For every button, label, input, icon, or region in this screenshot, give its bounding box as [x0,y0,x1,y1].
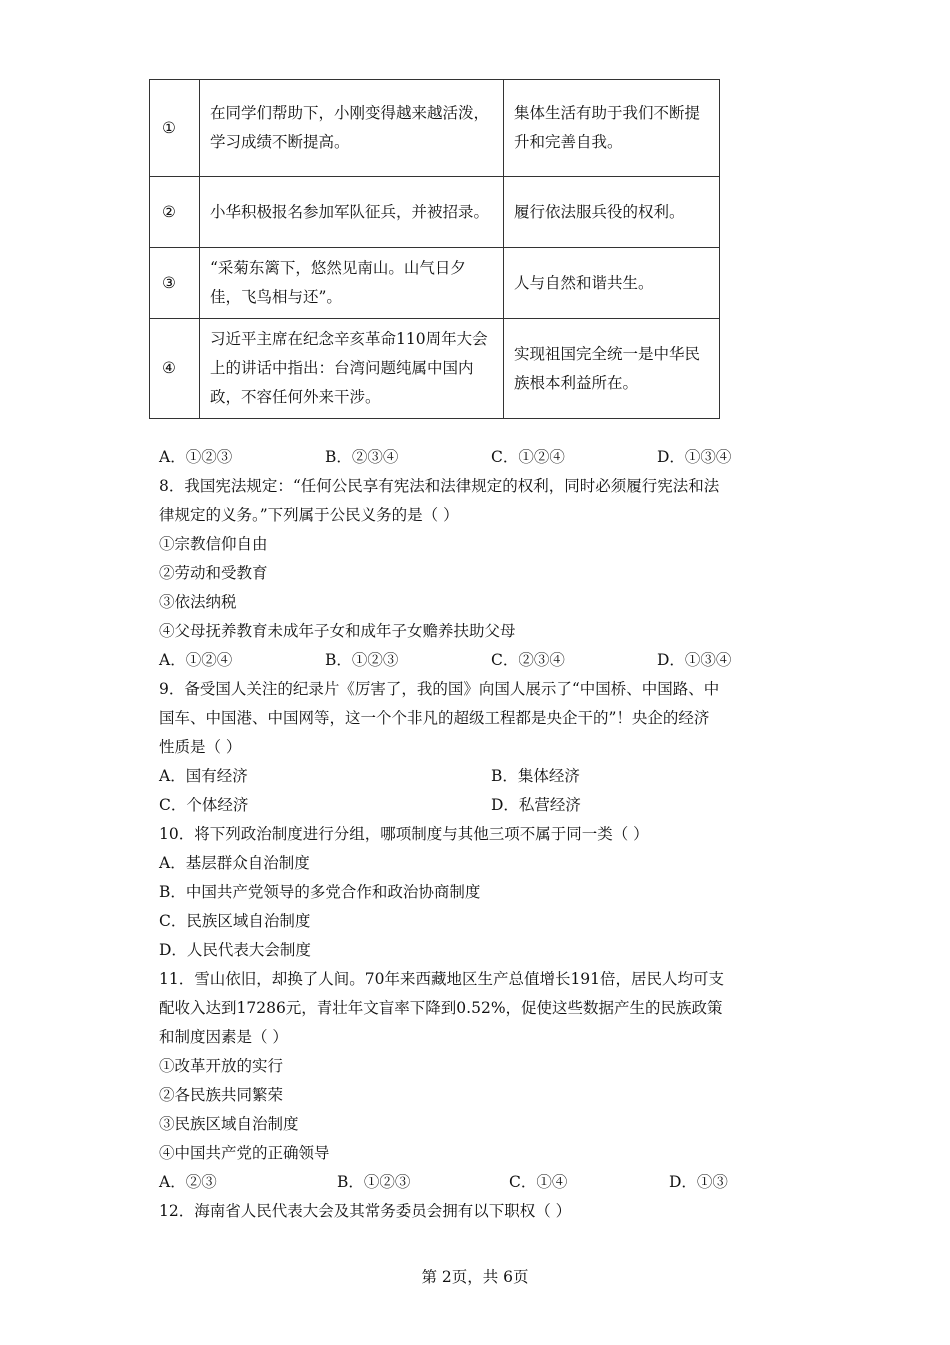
q9-option-b[interactable]: B．集体经济 [491,767,580,785]
q10-option-a[interactable]: A．基层群众自治制度 [159,854,310,872]
row-number: ② [150,177,200,248]
q9-options-row [159,791,809,820]
q11-option-d[interactable]: D．①③ [669,1173,728,1191]
q9-option-d[interactable]: D．私营经济 [491,796,581,814]
case-analysis-table [149,79,720,419]
q9-stem-line: 性质是（ ） [159,738,242,756]
q7-option-b[interactable]: B．②③④ [325,448,399,466]
q8-item: ①宗教信仰自由 [159,535,268,553]
q10-stem: 10．将下列政治制度进行分组，哪项制度与其他三项不属于同一类（ ） [159,825,649,843]
q11-option-a[interactable]: A．②③ [159,1173,217,1191]
q11-item: ④中国共产党的正确领导 [159,1144,330,1162]
q11-option-c[interactable]: C．①④ [509,1173,568,1191]
q11-stem-line: 配收入达到17286元，青壮年文盲率下降到0.52%，促使这些数据产生的民族政策 [159,999,723,1017]
case-description: “采菊东篱下，悠然见南山。山气日夕佳，飞鸟相与还”。 [200,248,504,319]
q9-stem-line: 9．备受国人关注的纪录片《厉害了，我的国》向国人展示了“中国桥、中国路、中 [159,680,720,698]
q8-option-a[interactable]: A．①②④ [159,651,233,669]
q11-options [159,1168,809,1197]
q8-options [159,646,809,675]
row-number: ③ [150,248,200,319]
q8-option-d[interactable]: D．①③④ [657,651,732,669]
q7-option-c[interactable]: C．①②④ [491,448,565,466]
q9-options-row [159,762,809,791]
q7-options [159,443,809,472]
table-row [150,248,720,319]
q9-option-c[interactable]: C．个体经济 [159,796,249,814]
q8-option-c[interactable]: C．②③④ [491,651,565,669]
q9-stem-line: 国车、中国港、中国网等，这一个个非凡的超级工程都是央企干的”！央企的经济 [159,709,710,727]
table-row [150,80,720,177]
q7-option-a[interactable]: A．①②③ [159,448,233,466]
case-description: 习近平主席在纪念辛亥革命110周年大会上的讲话中指出：台湾问题纯属中国内政，不容任何外来干涉。 [200,319,504,419]
case-analysis: 集体生活有助于我们不断提升和完善自我。 [504,80,720,177]
q8-stem-line: 律规定的义务。”下列属于公民义务的是（ ） [159,506,459,524]
q8-item: ④父母抚养教育未成年子女和成年子女赡养扶助父母 [159,622,516,640]
question-list [159,443,809,1226]
q11-item: ③民族区域自治制度 [159,1115,299,1133]
case-analysis: 实现祖国完全统一是中华民族根本利益所在。 [504,319,720,419]
q10-option-c[interactable]: C．民族区域自治制度 [159,912,311,930]
q8-option-b[interactable]: B．①②③ [325,651,399,669]
row-number: ① [150,80,200,177]
table-row [150,177,720,248]
q12-stem: 12．海南省人民代表大会及其常务委员会拥有以下职权（ ） [159,1202,572,1220]
case-analysis: 人与自然和谐共生。 [504,248,720,319]
q8-item: ②劳动和受教育 [159,564,268,582]
case-description: 在同学们帮助下，小刚变得越来越活泼，学习成绩不断提高。 [200,80,504,177]
q7-option-d[interactable]: D．①③④ [657,448,732,466]
q8-stem-line: 8．我国宪法规定：“任何公民享有宪法和法律规定的权利，同时必须履行宪法和法 [159,477,720,495]
q11-item: ①改革开放的实行 [159,1057,284,1075]
table-row [150,319,720,419]
q11-stem-line: 和制度因素是（ ） [159,1028,288,1046]
case-analysis: 履行依法服兵役的权利。 [504,177,720,248]
q10-option-b[interactable]: B．中国共产党领导的多党合作和政治协商制度 [159,883,481,901]
q11-option-b[interactable]: B．①②③ [337,1173,411,1191]
q9-option-a[interactable]: A．国有经济 [159,767,248,785]
q8-item: ③依法纳税 [159,593,237,611]
q11-stem-line: 11．雪山依旧，却换了人间。70年来西藏地区生产总值增长191倍，居民人均可支 [159,970,725,988]
row-number: ④ [150,319,200,419]
q10-option-d[interactable]: D．人民代表大会制度 [159,941,311,959]
case-description: 小华积极报名参加军队征兵，并被招录。 [200,177,504,248]
page-footer: 第 2页，共 6页 [421,1268,529,1286]
q11-item: ②各民族共同繁荣 [159,1086,284,1104]
